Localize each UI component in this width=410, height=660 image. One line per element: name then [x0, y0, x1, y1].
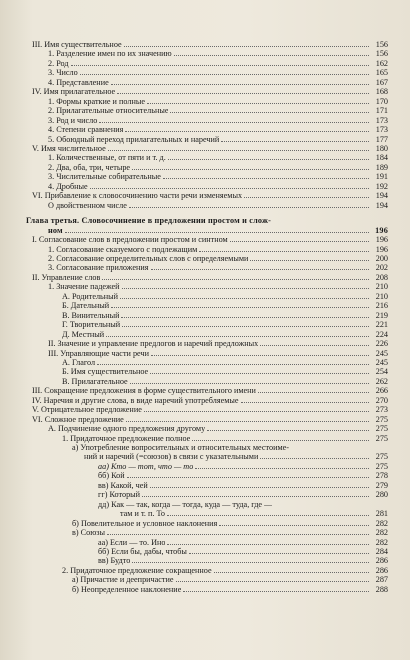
dot-leader — [150, 372, 369, 374]
page-number: 192 — [375, 181, 388, 191]
page-number: 280 — [375, 490, 388, 500]
page-number: 275 — [375, 461, 388, 471]
dot-leader — [147, 102, 369, 104]
toc-entry — [26, 235, 388, 244]
toc-entry — [26, 490, 388, 499]
toc-entry — [26, 301, 388, 310]
page-number: 189 — [375, 162, 388, 172]
dot-leader — [214, 571, 369, 573]
toc-entry-label: 5. Обоюдный переход прилагательных и наречий — [48, 134, 220, 144]
dot-leader — [183, 590, 369, 592]
toc-entry — [26, 386, 388, 395]
toc-entry — [26, 330, 388, 339]
dot-leader — [126, 420, 369, 422]
toc-entry-label: V. Имя числительное — [32, 143, 106, 153]
chapter-heading — [26, 216, 388, 225]
page-number: 275 — [375, 452, 388, 462]
toc-entry — [26, 87, 388, 96]
toc-entry — [26, 282, 388, 291]
dot-leader — [195, 467, 369, 469]
page-number: 226 — [375, 339, 388, 349]
toc-entry — [26, 566, 388, 575]
toc-entry — [26, 396, 388, 405]
dot-leader — [150, 486, 369, 488]
toc-entry — [26, 245, 388, 254]
chapter-heading — [26, 226, 388, 235]
page-number: 282 — [375, 528, 388, 538]
toc-entry-label: а) Причастие и деепричастие — [72, 575, 174, 585]
page-number: 210 — [375, 282, 388, 292]
toc-entry-label: дд) Как — так, когда — тогда, куда — туда, где — — [98, 499, 273, 509]
dot-leader — [107, 533, 369, 535]
toc-entry — [26, 320, 388, 329]
dot-leader — [219, 524, 369, 526]
dot-leader — [192, 439, 369, 441]
toc-entry — [26, 106, 388, 115]
page-number: 275 — [375, 424, 388, 434]
dot-leader — [142, 495, 369, 497]
toc-entry-label: бб) Кой — [98, 471, 125, 481]
toc-entry — [26, 191, 388, 200]
page-number: 245 — [375, 348, 388, 358]
dot-leader — [151, 354, 369, 356]
toc-entry-label: II. Значение и управление предлогов и наречий предложных — [48, 339, 259, 349]
toc-entry — [26, 367, 388, 376]
page-number: 202 — [375, 263, 388, 273]
dot-leader — [189, 552, 369, 554]
toc-entry — [26, 556, 388, 565]
toc-entry — [26, 471, 388, 480]
dot-leader — [207, 429, 369, 431]
page-number: 282 — [375, 537, 388, 547]
toc-entry — [26, 182, 388, 191]
toc-entry — [26, 500, 388, 509]
toc-entry-label: 2. Согласование определительных слов с определяемыми — [48, 253, 249, 263]
page-number: 286 — [375, 556, 388, 566]
toc-entry — [26, 528, 388, 537]
toc-entry-label: IV. Имя прилагательное — [32, 87, 116, 97]
dot-leader — [241, 401, 369, 403]
page-number: 173 — [375, 115, 388, 125]
dot-leader — [111, 83, 369, 85]
dot-leader — [120, 297, 369, 299]
toc-entry — [26, 462, 388, 471]
toc-entry — [26, 509, 388, 518]
toc-entry — [26, 452, 388, 461]
page-number: 221 — [375, 320, 388, 330]
page-number: 216 — [375, 301, 388, 311]
toc-entry-label: VI. Прибавление к словосочинению части речи изменяемых — [32, 191, 243, 201]
dot-leader — [106, 335, 369, 337]
toc-entry-label: гг) Который — [98, 490, 141, 500]
toc-entry-label: 2. Два, оба, три, четыре — [48, 162, 131, 172]
dot-leader — [97, 363, 369, 365]
toc-entry-label: Д. Местный — [62, 329, 105, 339]
toc-entry-label: В. Винительный — [62, 310, 120, 320]
toc-entry-label: б) Повелительное и условное наклонения — [72, 518, 218, 528]
toc-entry — [26, 172, 388, 181]
toc-entry — [26, 116, 388, 125]
toc-entry-label: А. Родительный — [62, 291, 119, 301]
toc-entry — [26, 405, 388, 414]
toc-entry-label: А. Подчинение одного предложения другому — [48, 424, 206, 434]
dot-leader — [99, 121, 369, 123]
toc-entry — [26, 59, 388, 68]
toc-entry — [26, 585, 388, 594]
page-number: 194 — [375, 200, 388, 210]
toc-entry — [26, 519, 388, 528]
page-number: 284 — [375, 547, 388, 557]
page-number: 167 — [375, 77, 388, 87]
page-number: 262 — [375, 376, 388, 386]
dot-leader — [230, 240, 369, 242]
page-number: 281 — [375, 509, 388, 519]
dot-leader — [129, 206, 369, 208]
dot-leader — [144, 410, 369, 412]
toc-entry — [26, 201, 388, 210]
dot-leader — [250, 259, 369, 261]
toc-entry — [26, 575, 388, 584]
dot-leader — [132, 168, 369, 170]
dot-leader — [170, 111, 369, 113]
dot-leader — [90, 187, 369, 189]
toc-entry-label: бб) Если бы, дабы, чтобы — [98, 547, 187, 557]
toc-entry — [26, 254, 388, 263]
toc-entry — [26, 49, 388, 58]
toc-entry-label: 3. Род и число — [48, 115, 98, 125]
page-number: 208 — [375, 272, 388, 282]
toc-entry-label: 4. Дробные — [48, 181, 88, 191]
page-number: 168 — [375, 87, 388, 97]
page-number: 287 — [375, 575, 388, 585]
toc-entry-label: II. Управление слов — [32, 272, 101, 282]
toc-entry-label: 2. Прилагательные относительные — [48, 106, 169, 116]
page-number: 254 — [375, 367, 388, 377]
toc-entry — [26, 144, 388, 153]
toc-entry — [26, 273, 388, 282]
toc-entry-label: 1. Разделение имен по их значению — [48, 49, 172, 59]
page-number: 156 — [375, 40, 388, 49]
page-number: 196 — [375, 225, 388, 235]
dot-leader — [65, 231, 369, 233]
page-number: 156 — [375, 49, 388, 59]
page-number: 171 — [375, 106, 388, 116]
page-number: 273 — [375, 405, 388, 415]
page-number: 191 — [375, 172, 388, 182]
dot-leader — [168, 158, 369, 160]
toc-entry — [26, 263, 388, 272]
page-number: 275 — [375, 433, 388, 443]
page-number: 173 — [375, 125, 388, 135]
toc-entry-label: а) Употребление вопросительных и относительных местоиме- — [72, 443, 290, 453]
dot-leader — [167, 514, 369, 516]
dot-leader — [111, 306, 369, 308]
page-number: 266 — [375, 386, 388, 396]
toc-entry — [26, 135, 388, 144]
toc-entry-label: I. Согласование слов в предложении простом и синтном — [32, 235, 228, 245]
dot-leader — [260, 457, 369, 459]
toc-entry-label: 2. Род — [48, 58, 69, 68]
toc-entry-label: 3. Числительные собирательные — [48, 172, 161, 182]
toc-entry-label: 1. Значение падежей — [48, 282, 120, 292]
page-number: 170 — [375, 96, 388, 106]
dot-leader — [260, 344, 369, 346]
page-number: 196 — [375, 244, 388, 254]
toc-entry — [26, 415, 388, 424]
page-number: 245 — [375, 357, 388, 367]
toc-entry-label: Б. Имя существительное — [62, 367, 149, 377]
toc-entry — [26, 68, 388, 77]
dot-leader — [174, 54, 369, 56]
toc-entry-label: 1. Формы краткие и полные — [48, 96, 145, 106]
toc-entry — [26, 97, 388, 106]
toc-entry — [26, 538, 388, 547]
dot-leader — [117, 92, 369, 94]
dot-leader — [102, 278, 369, 280]
toc-entry — [26, 339, 388, 348]
toc-entry-label: аа) Кто — тот, что — то — [98, 461, 194, 471]
toc-entry — [26, 163, 388, 172]
page-number: 200 — [375, 253, 388, 263]
toc-entry-label: аа) Если — то. Ино — [98, 537, 166, 547]
page-number: 279 — [375, 480, 388, 490]
dot-leader — [124, 45, 369, 47]
page-number: 282 — [375, 518, 388, 528]
toc-entry-label: А. Глагол — [62, 357, 96, 367]
dot-leader — [80, 73, 369, 75]
toc-entry — [26, 443, 388, 452]
toc-entry-label: Глава третья. Словосочинение в предложении простом и слож- — [26, 216, 272, 226]
dot-leader — [125, 130, 369, 132]
dot-leader — [121, 316, 369, 318]
toc-entry — [26, 377, 388, 386]
toc-entry-label: вв) Какой, чей — [98, 480, 148, 490]
dot-leader — [163, 177, 369, 179]
toc-entry — [26, 434, 388, 443]
dot-leader — [130, 382, 369, 384]
toc-entry-label: ний и наречий (=союзов) в связи с указательными — [84, 452, 259, 462]
dot-leader — [71, 64, 369, 66]
dot-leader — [176, 580, 369, 582]
dot-leader — [244, 196, 369, 198]
toc-entry — [26, 481, 388, 490]
page-number: 219 — [375, 310, 388, 320]
dot-leader — [199, 250, 369, 252]
page-number: 210 — [375, 291, 388, 301]
toc-entry-label: 4. Представление — [48, 77, 109, 87]
dot-leader — [132, 561, 369, 563]
page-number: 184 — [375, 153, 388, 163]
toc-entry-label: 1. Придаточное предложение полное — [62, 433, 191, 443]
page-number: 177 — [375, 134, 388, 144]
page-number: 286 — [375, 565, 388, 575]
dot-leader — [258, 391, 369, 393]
toc-entry — [26, 547, 388, 556]
page-number: 288 — [375, 584, 388, 594]
toc-entry-label: в) Союзы — [72, 528, 106, 538]
toc-entry-label: В. Прилагательное — [62, 376, 128, 386]
page-number: 165 — [375, 68, 388, 78]
page-number: 224 — [375, 329, 388, 339]
toc-entry — [26, 153, 388, 162]
dot-leader — [122, 325, 369, 327]
page-number: 162 — [375, 58, 388, 68]
page-number: 194 — [375, 191, 388, 201]
toc-entry — [26, 349, 388, 358]
dot-leader — [151, 268, 369, 270]
dot-leader — [108, 149, 369, 151]
dot-leader — [167, 543, 369, 545]
toc-entry — [26, 78, 388, 87]
toc-entry-label: ном — [48, 225, 63, 235]
toc-entry-label: 3. Согласование приложения — [48, 263, 149, 273]
toc-entry — [26, 311, 388, 320]
toc-entry-label: III. Сокращение предложения в форме существительного имени — [32, 386, 256, 396]
page-number: 278 — [375, 471, 388, 481]
toc-entry-label: 3. Число — [48, 68, 78, 78]
toc-entry-label: III. Управляющие части речи — [48, 348, 149, 358]
toc-entry — [26, 292, 388, 301]
table-of-contents — [26, 40, 388, 594]
dot-leader — [122, 287, 369, 289]
toc-entry-label: VI. Сложное предложение — [32, 414, 124, 424]
toc-entry-label: Б. Дательный — [62, 301, 110, 311]
toc-entry — [26, 424, 388, 433]
toc-entry-label: б) Неопределенное наклонение — [72, 584, 182, 594]
toc-entry-label: 1. Количественные, от пяти и т. д. — [48, 153, 166, 163]
toc-entry-label: вв) Будто — [98, 556, 131, 566]
dot-leader — [127, 476, 369, 478]
toc-entry — [26, 358, 388, 367]
dot-leader — [221, 140, 369, 142]
page-number: 180 — [375, 143, 388, 153]
toc-entry-label: там и т. п. То — [120, 509, 165, 519]
toc-entry-label: V. Отрицательное предложение — [32, 405, 142, 415]
toc-entry-label: III. Имя существительное — [32, 40, 122, 49]
toc-entry — [26, 40, 388, 49]
page-number: 196 — [375, 235, 388, 245]
toc-entry-label: 2. Придаточное предложение сокращенное — [62, 565, 212, 575]
toc-entry-label: 4. Степени сравнения — [48, 125, 124, 135]
toc-entry-label: 1. Согласование сказуемого с подлежащим — [48, 244, 198, 254]
toc-entry — [26, 125, 388, 134]
toc-entry-label: О двойственном числе — [48, 200, 127, 210]
toc-entry-label: Г. Творительный — [62, 320, 121, 330]
page-number: 270 — [375, 395, 388, 405]
page-number: 275 — [375, 414, 388, 424]
toc-entry-label: IV. Наречия и другие слова, в виде наречий употребляемые — [32, 395, 239, 405]
